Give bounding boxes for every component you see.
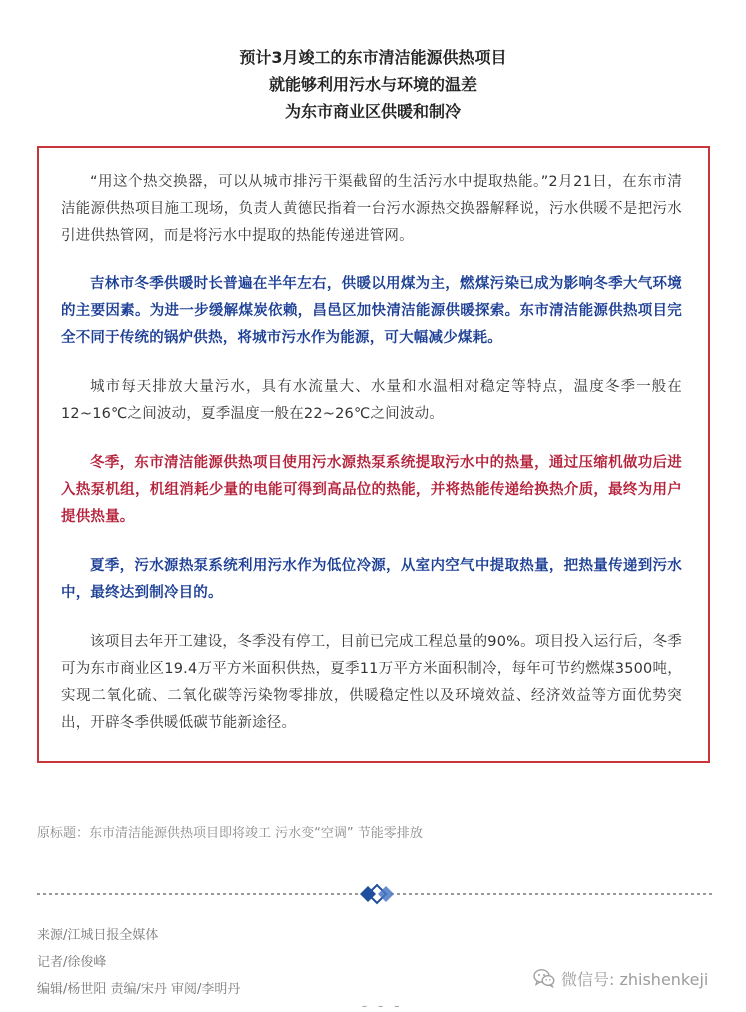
paragraph-6: 该项目去年开工建设，冬季没有停工，目前已完成工程总量的90%。项目投入运行后，冬季可为东市商业区19.4万平方米面积供热，夏季11万平方米面积制冷，每年可节约燃煤3500吨，实现二氧化硫、二氧化碳等污染物零排放，供暖稳定性以及环境效益、经济效益等方面优势突出，开辟冬季供暖低碳节能新途径。: [61, 634, 682, 731]
wechat-watermark: [533, 964, 708, 992]
bottom-dashes: – – –: [362, 1001, 404, 1012]
paragraph-3: 城市每天排放大量污水，具有水流量大、水量和水温相对稳定等特点，温度冬季一般在12~16℃之间波动，夏季温度一般在22~26℃之间波动。: [61, 379, 682, 422]
article-body-box: [37, 146, 710, 763]
credit-source: 来源/江城日报全媒体: [37, 928, 159, 943]
paragraph-2-highlight-blue: 吉林市冬季供暖时长普遍在半年左右，供暖以用煤为主，燃煤污染已成为影响冬季大气环境的主要因素。为进一步缓解煤炭依赖，昌邑区加快清洁能源供暖探索。东市清洁能源供热项目完全不同于传统的锅炉供热，将城市污水作为能源，可大幅减少煤耗。: [61, 276, 682, 346]
section-divider: [37, 880, 713, 908]
credit-editors: 编辑/杨世阳 责编/宋丹 审阅/李明丹: [37, 982, 241, 997]
watermark-text: 微信号: zhishenkeji: [561, 969, 709, 989]
paragraph-1: “用这个热交换器，可以从城市排污干渠截留的生活污水中提取热能。”2月21日，在东市清洁能源供热项目施工现场，负责人黄德民指着一台污水源热交换器解释说，污水供暖不是把污水引进供热管网，而是将污水中提取的热能传递进管网。: [61, 174, 682, 244]
headline-line-1: 预计3月竣工的东市清洁能源供热项目: [239, 48, 507, 67]
headline-line-2: 就能够利用污水与环境的温差: [268, 75, 477, 94]
diamond-ornament-icon: [360, 885, 394, 903]
paragraph-4-highlight-red: 冬季，东市清洁能源供热项目使用污水源热泵系统提取污水中的热量，通过压缩机做功后进入热泵机组，机组消耗少量的电能可得到高品位的热能，并将热能传递给换热介质，最终为用户提供热量。: [61, 455, 682, 525]
wechat-icon: [533, 968, 555, 988]
paragraph-5-highlight-blue: 夏季，污水源热泵系统利用污水作为低位冷源，从室内空气中提取热量，把热量传递到污水中，最终达到制冷目的。: [61, 558, 682, 601]
credits-block: [37, 922, 240, 1003]
original-title: 原标题：东市清洁能源供热项目即将竣工 污水变“空调” 节能零排放: [37, 826, 423, 841]
article-headline: [0, 44, 746, 125]
credit-reporter: 记者/徐俊峰: [37, 955, 107, 970]
headline-line-3: 为东市商业区供暖和制冷: [284, 102, 461, 121]
